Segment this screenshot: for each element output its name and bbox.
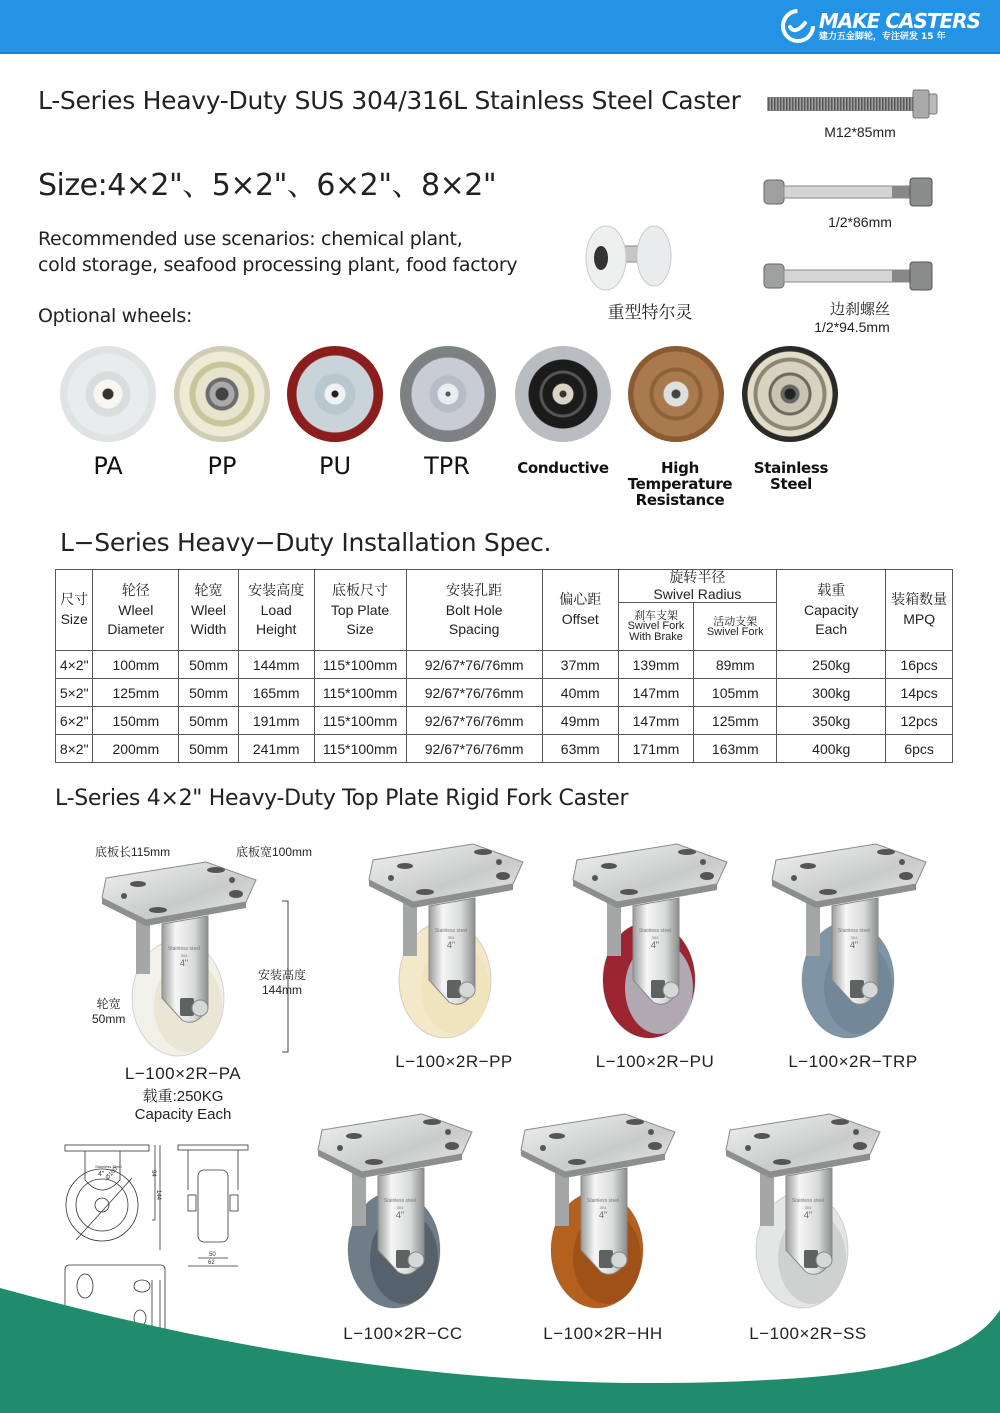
table-cell: 92/67*76/76mm bbox=[406, 651, 542, 679]
wheel-tpr-image bbox=[400, 346, 496, 442]
caster-pp-image bbox=[363, 840, 543, 1050]
height-annotation: 安装高度 144mm bbox=[258, 968, 307, 997]
svg-text:304: 304 bbox=[447, 935, 455, 940]
caster-trp-image bbox=[766, 840, 946, 1050]
wheel-pp-image bbox=[174, 346, 270, 442]
caster-cc-image bbox=[312, 1110, 492, 1320]
caster-pa-label: L−100×2R−PA bbox=[124, 1064, 242, 1083]
table-cell: 6×2" bbox=[56, 707, 93, 735]
table-cell: 115*100mm bbox=[314, 679, 406, 707]
caster-ss-label: L−100×2R−SS bbox=[749, 1324, 867, 1343]
caster-trp-label: L−100×2R−TRP bbox=[788, 1052, 918, 1071]
bolt3-label: 1/2*94.5mm bbox=[814, 319, 890, 335]
bolt2-label: 1/2*86mm bbox=[828, 214, 892, 230]
header-bar bbox=[0, 0, 1000, 54]
header-plate: 底板尺寸 Top Plate Size bbox=[314, 570, 406, 651]
caster-pu-label: L−100×2R−PU bbox=[595, 1052, 715, 1071]
table-cell: 8×2" bbox=[56, 735, 93, 763]
table-cell: 49mm bbox=[542, 707, 618, 735]
caster-hh-label: L−100×2R−HH bbox=[543, 1324, 663, 1343]
header-bolt-spacing: 安装孔距 Bolt Hole Spacing bbox=[406, 570, 542, 651]
table-cell: 115*100mm bbox=[314, 735, 406, 763]
wheel-width-annotation: 轮宽 50mm bbox=[92, 997, 126, 1026]
brand-logo[interactable] bbox=[781, 9, 980, 43]
optional-wheels-label: Optional wheels: bbox=[38, 305, 193, 327]
table-cell: 92/67*76/76mm bbox=[406, 679, 542, 707]
table-cell: 191mm bbox=[238, 707, 314, 735]
table-row bbox=[56, 707, 953, 735]
table-cell: 241mm bbox=[238, 735, 314, 763]
table-cell: 165mm bbox=[238, 679, 314, 707]
table-cell: 171mm bbox=[618, 735, 694, 763]
use-scenarios bbox=[38, 226, 517, 278]
capacity-annotation: 载重:250KG Capacity Each bbox=[134, 1088, 232, 1123]
page-title: L-Series Heavy-Duty SUS 304/316L Stainless Steel Caster bbox=[38, 86, 741, 115]
wheel-pa-label: PA bbox=[93, 452, 123, 480]
table-cell: 200mm bbox=[93, 735, 179, 763]
header-diameter: 轮径 Wleel Diameter bbox=[93, 570, 179, 651]
table-cell: 14pcs bbox=[886, 679, 953, 707]
table-cell: 139mm bbox=[618, 651, 694, 679]
wheel-high-temp-label: High Temperature Resistance bbox=[627, 459, 733, 509]
table-row bbox=[56, 679, 953, 707]
bolt3-label-cn: 边刹螺丝 bbox=[829, 300, 890, 318]
svg-text:4": 4" bbox=[446, 940, 456, 950]
table-cell: 105mm bbox=[694, 679, 777, 707]
svg-text:Stainless steel: Stainless steel bbox=[791, 1198, 825, 1204]
wheel-pu-label: PU bbox=[318, 452, 352, 480]
svg-text:304: 304 bbox=[651, 935, 659, 940]
svg-text:Stainless steel: Stainless steel bbox=[434, 928, 468, 934]
svg-text:50: 50 bbox=[209, 1252, 216, 1258]
table-cell: 350kg bbox=[777, 707, 886, 735]
svg-text:Stainless steel: Stainless steel bbox=[837, 928, 871, 934]
svg-text:4": 4" bbox=[849, 940, 859, 950]
header-mpq: 装箱数量 MPQ bbox=[886, 570, 953, 651]
table-cell: 150mm bbox=[93, 707, 179, 735]
table-cell: 50mm bbox=[179, 707, 239, 735]
wheel-stainless-label: Stainless Steel bbox=[753, 459, 829, 493]
table-cell: 89mm bbox=[694, 651, 777, 679]
svg-text:62: 62 bbox=[208, 1260, 215, 1266]
header-brake-fork: 刹车支架 Swivel Fork With Brake bbox=[618, 603, 694, 651]
size-list: Size:4×2"、5×2"、6×2"、8×2" bbox=[38, 168, 497, 203]
table-cell: 63mm bbox=[542, 735, 618, 763]
wheel-pp-label: PP bbox=[207, 452, 237, 480]
svg-text:4": 4" bbox=[650, 940, 660, 950]
brand-name: MAKE CASTERS bbox=[818, 8, 980, 33]
svg-text:304: 304 bbox=[599, 1205, 607, 1210]
table-cell: 147mm bbox=[618, 679, 694, 707]
table-cell: 92/67*76/76mm bbox=[406, 707, 542, 735]
plate-length-annotation: 底板长115mm bbox=[95, 845, 171, 859]
wheel-tpr-label: TPR bbox=[424, 452, 470, 480]
svg-text:304: 304 bbox=[850, 935, 858, 940]
caster-hh-image bbox=[515, 1110, 695, 1320]
axle-bolt-image bbox=[762, 174, 940, 215]
header-offset: 偏心距 Offset bbox=[542, 570, 618, 651]
bearing-label: 重型特尔灵 bbox=[607, 303, 693, 323]
svg-text:Stainless steel: Stainless steel bbox=[167, 946, 201, 952]
svg-text:304: 304 bbox=[396, 1205, 404, 1210]
table-cell: 16pcs bbox=[886, 651, 953, 679]
table-cell: 6pcs bbox=[886, 735, 953, 763]
caster-pa-image bbox=[96, 858, 276, 1068]
caster-pp-label: L−100×2R−PP bbox=[395, 1052, 513, 1071]
table-row bbox=[56, 651, 953, 679]
table-cell: 4×2" bbox=[56, 651, 93, 679]
table-cell: 50mm bbox=[179, 735, 239, 763]
svg-text:304: 304 bbox=[180, 953, 188, 958]
svg-text:144: 144 bbox=[155, 1190, 161, 1201]
wheel-pu-image bbox=[287, 346, 383, 442]
table-row bbox=[56, 735, 953, 763]
bearing-image bbox=[584, 212, 676, 303]
wheel-high-temp-image bbox=[628, 346, 724, 442]
svg-text:Stainless steel: Stainless steel bbox=[586, 1198, 620, 1204]
caster-cc-label: L−100×2R−CC bbox=[343, 1324, 463, 1343]
scenario-line-1: Recommended use scenarios: chemical plant, bbox=[38, 228, 463, 250]
caster-ss-image bbox=[720, 1110, 900, 1320]
table-cell: 163mm bbox=[694, 735, 777, 763]
height-dimension-line bbox=[282, 900, 294, 1054]
installation-spec-table bbox=[55, 569, 953, 763]
table-cell: 40mm bbox=[542, 679, 618, 707]
header-swivel-fork: 活动支架 Swivel Fork bbox=[694, 603, 777, 651]
header-height: 安装高度 Load Height bbox=[238, 570, 314, 651]
scenario-line-2: cold storage, seafood processing plant, food factory bbox=[38, 254, 518, 276]
table-cell: 92/67*76/76mm bbox=[406, 735, 542, 763]
svg-text:4": 4" bbox=[598, 1210, 608, 1220]
svg-text:4": 4" bbox=[395, 1210, 405, 1220]
rigid-caster-title: L-Series 4×2" Heavy-Duty Top Plate Rigid Fork Caster bbox=[55, 786, 629, 811]
svg-text:Stainless steel: Stainless steel bbox=[638, 928, 672, 934]
caster-pu-image bbox=[567, 840, 747, 1050]
brand-tagline: 建力五金脚轮，专注研发 15 年 bbox=[818, 31, 946, 42]
table-cell: 37mm bbox=[542, 651, 618, 679]
table-cell: 5×2" bbox=[56, 679, 93, 707]
svg-text:4": 4" bbox=[803, 1210, 813, 1220]
brake-bolt-image bbox=[762, 258, 940, 299]
table-cell: 147mm bbox=[618, 707, 694, 735]
table-cell: 50mm bbox=[179, 679, 239, 707]
swirl-logo-icon bbox=[781, 9, 815, 43]
svg-text:Stainless steel: Stainless steel bbox=[383, 1198, 417, 1204]
plate-width-annotation: 底板宽100mm bbox=[236, 845, 313, 859]
wheel-conductive-image bbox=[515, 346, 611, 442]
table-cell: 125mm bbox=[694, 707, 777, 735]
table-cell: 50mm bbox=[179, 651, 239, 679]
svg-text:304: 304 bbox=[804, 1205, 812, 1210]
svg-text:Stainless Steel: Stainless Steel bbox=[95, 1164, 122, 1169]
svg-text:4": 4" bbox=[179, 958, 189, 968]
bolt1-label: M12*85mm bbox=[824, 124, 896, 140]
header-capacity: 载重 Capacity Each bbox=[777, 570, 886, 651]
hex-bolt-image bbox=[765, 86, 945, 127]
table-cell: 144mm bbox=[238, 651, 314, 679]
wheel-conductive-label: Conductive bbox=[517, 459, 609, 477]
header-swivel-radius: 旋转半径 Swivel Radius bbox=[618, 570, 777, 603]
table-cell: 100mm bbox=[93, 651, 179, 679]
spec-title: L−Series Heavy−Duty Installation Spec. bbox=[60, 528, 552, 557]
wheel-pa-image bbox=[60, 346, 156, 442]
table-cell: 400kg bbox=[777, 735, 886, 763]
table-cell: 115*100mm bbox=[314, 707, 406, 735]
svg-text:4": 4" bbox=[98, 1171, 105, 1178]
table-cell: 250kg bbox=[777, 651, 886, 679]
table-cell: 125mm bbox=[93, 679, 179, 707]
table-cell: 300kg bbox=[777, 679, 886, 707]
table-cell: 115*100mm bbox=[314, 651, 406, 679]
wheel-stainless-image bbox=[742, 346, 838, 442]
header-width: 轮宽 Wleel Width bbox=[179, 570, 239, 651]
svg-text:Ø100: Ø100 bbox=[104, 1166, 119, 1182]
svg-text:94: 94 bbox=[150, 1170, 156, 1177]
header-size: 尺寸 Size bbox=[56, 570, 93, 651]
table-cell: 12pcs bbox=[886, 707, 953, 735]
